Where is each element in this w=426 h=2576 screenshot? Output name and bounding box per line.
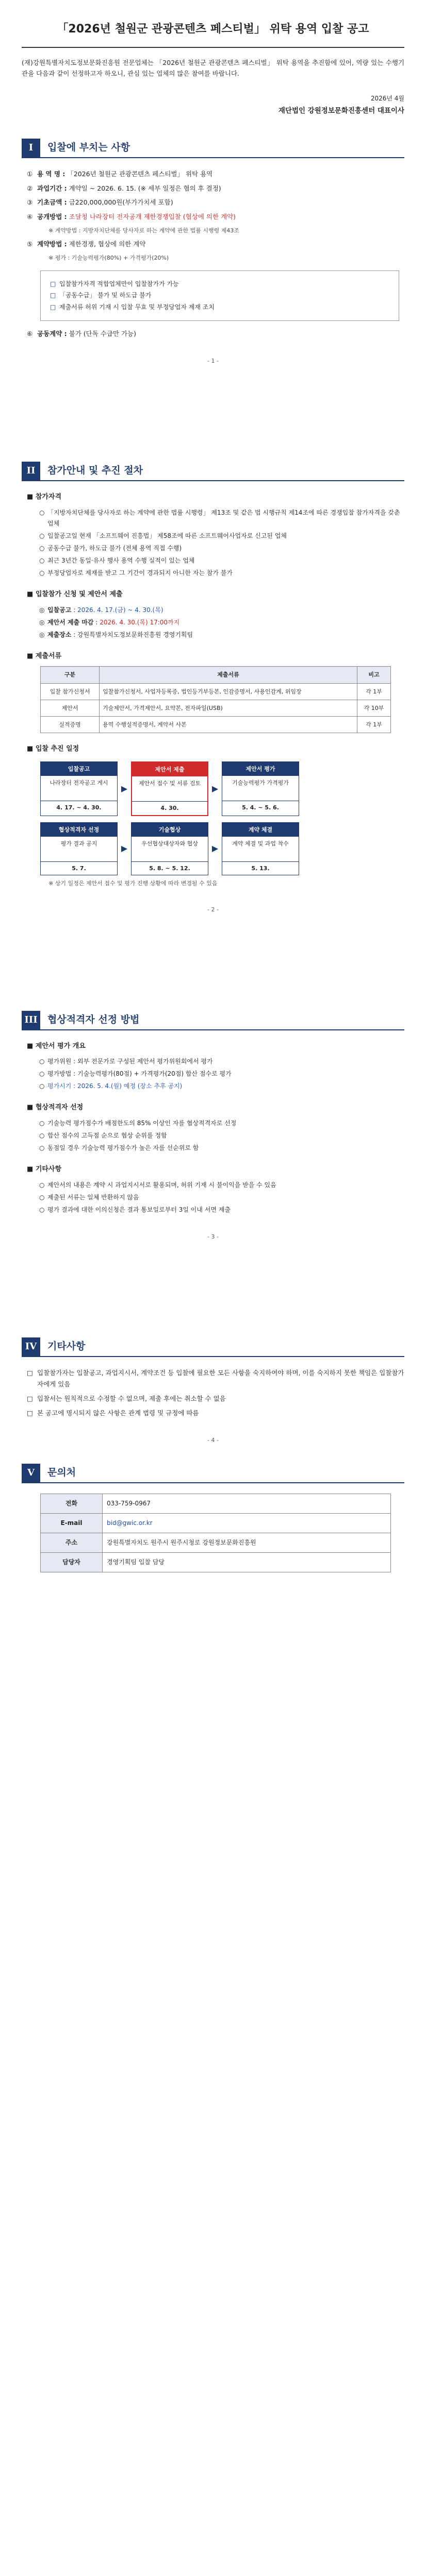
section-1-header [22, 139, 404, 158]
section-title: 입찰에 부치는 사항 [47, 142, 130, 154]
table-row: 실적증명 용역 수행실적증명서, 계약서 사본 각 1부 [41, 717, 391, 733]
list-item: □ 입찰서는 원칙적으로 수정할 수 없으며, 제출 후에는 취소할 수 없음 [27, 1394, 226, 1402]
page-title: 「2026년 철원군 관광콘텐츠 페스티벌」 위탁 용역 입찰 공고 [22, 20, 404, 48]
subsection-title: ■ 참가자격 [27, 493, 62, 501]
list-item: ○ 제출된 서류는 일체 반환하지 않음 [39, 1193, 139, 1201]
section-2-header [22, 462, 404, 481]
flow-step: 계약 체결 계약 체결 및 과업 착수 5. 13. [222, 822, 299, 876]
process-flow-row-1 [40, 761, 399, 816]
notice-box: □ 입찰참가자격 적합업체만이 입찰참가가 가능 □ 「공동수급」 불가 및 하도급 불가 □ 제출서류 허위 기재 시 입찰 무효 및 부정당업자 제재 조치 [40, 270, 399, 321]
subsection-title: ■ 입찰 추진 일정 [27, 745, 79, 753]
subsection-title: ■ 기타사항 [27, 1165, 62, 1174]
section-title: 참가안내 및 추진 절차 [47, 465, 143, 477]
list-item: □ 입찰참가자는 입찰공고, 과업지시서, 계약조건 등 입찰에 필요한 모든 사항을 숙지하여야 하며, 이를 숙지하지 못한 책임은 입찰참가자에게 있음 [27, 1369, 404, 1388]
process-flow-row-2 [40, 822, 399, 876]
list-item: ○ 평가방법 : 기술능력평가(80점) + 가격평가(20점) 합산 점수로 평가 [39, 1070, 232, 1078]
section-title: 문의처 [47, 1467, 76, 1479]
note-text: ※ 평가 : 기술능력평가(80%) + 가격평가(20%) [48, 255, 169, 262]
list-item: ○ 평가시기 : 2026. 5. 4.(월) 예정 (장소 추후 공지) [39, 1082, 183, 1090]
email-link[interactable]: bid@gwic.or.kr [103, 1513, 391, 1533]
list-item: ○ 기술능력 평가점수가 배점한도의 85% 이상인 자를 협상적격자로 선정 [39, 1120, 237, 1127]
list-item: ○ 입찰공고일 현재 「소프트웨어 진흥법」 제58조에 따른 소프트웨어사업자로 신고된 업체 [39, 532, 287, 539]
table-row: E-mail bid@gwic.or.kr [41, 1513, 391, 1533]
schedule-item: ◎ 입찰공고 : 2026. 4. 17.(금) ~ 4. 30.(목) [39, 606, 163, 614]
section-number: III [22, 1011, 40, 1029]
page-number: - 3 - [22, 1232, 404, 1242]
arrow-right-icon: ▶ [211, 783, 219, 793]
flow-step: 제안서 평가 기술능력평가 가격평가 5. 4. ~ 5. 6. [222, 761, 299, 816]
flow-step: 제안서 제출 제안서 접수 및 서류 검토 4. 30. [131, 761, 208, 816]
subsection-title: ■ 제출서류 [27, 652, 62, 660]
list-item: ○ 평가 결과에 대한 이의신청은 결과 통보일로부터 3일 이내 서면 제출 [39, 1206, 231, 1213]
section-number: IV [22, 1337, 40, 1356]
list-item: ○ 합산 점수의 고득점 순으로 협상 순위를 정함 [39, 1132, 167, 1140]
list-item: □ 본 공고에 명시되지 않은 사항은 관계 법령 및 규정에 따름 [27, 1409, 199, 1417]
list-item: ○ 부정당업자로 제재를 받고 그 기간이 경과되지 아니한 자는 참가 불가 [39, 569, 233, 577]
list-item: ② 과업기간 : 계약일 ~ 2026. 6. 15. (※ 세부 일정은 협의 후 결정) [27, 184, 221, 192]
section-4-header [22, 1337, 404, 1357]
flow-step: 협상적격자 선정 평가 결과 공지 5. 7. [40, 822, 118, 876]
signature-block [22, 93, 404, 117]
section-3-header [22, 1011, 404, 1030]
flow-step: 기술협상 우선협상대상자와 협상 5. 8. ~ 5. 12. [131, 822, 208, 876]
table-header: 구분 [41, 667, 100, 683]
section-title: 기타사항 [47, 1341, 86, 1352]
table-row: 담당자 경영기획팀 입찰 담당 [41, 1552, 391, 1572]
list-item: ⑤ 계약방법 : 제한경쟁, 협상에 의한 계약 [27, 240, 146, 248]
section-number: V [22, 1464, 40, 1482]
table-header: 제출서류 [100, 667, 357, 683]
list-item: ④ 공개방법 : 조달청 나라장터 전자공개 제한경쟁입찰 (협상에 의한 계약) [27, 213, 236, 221]
list-item: ⑥ 공동계약 : 불가 (단독 수급만 가능) [27, 329, 136, 337]
intro-paragraph: (재)강원특별자치도정보문화진흥원 전문업체는 「2026년 철원군 관광콘텐츠 페스티벌」 위탁 용역을 추진함에 있어, 역량 있는 수행기관을 다음과 같이 선정하고자 하오니, 관심 있는 업체의 많은 참여를 바랍니다. [22, 58, 404, 78]
section-5-header [22, 1464, 404, 1483]
list-item: ① 용 역 명 : 「2026년 철원군 관광콘텐츠 페스티벌」 위탁 용역 [27, 170, 213, 178]
table-row: 제안서 기술제안서, 가격제안서, 요약본, 전자파일(USB) 각 10부 [41, 700, 391, 716]
issuing-org: 재단법인 강원정보문화진흥센터 대표이사 [278, 107, 404, 115]
list-item: ○ 공동수급 불가, 하도급 불가 (전체 용역 직접 수행) [39, 544, 182, 552]
schedule-item: ◎ 제안서 제출 마감 : 2026. 4. 30.(목) 17:00까지 [39, 618, 180, 626]
table-row: 전화 033-759-0967 [41, 1494, 391, 1513]
list-item: ③ 기초금액 : 금220,000,000원(부가가치세 포함) [27, 198, 173, 207]
list-item: ○ 「지방자치단체를 당사자로 하는 계약에 관한 법률 시행령」 제13조 및 같은 법 시행규칙 제14조에 따른 경쟁입찰 참가자격을 갖춘 업체 [39, 509, 400, 527]
page-number: - 1 - [22, 356, 404, 366]
list-item: ○ 제안서의 내용은 계약 시 과업지시서로 활용되며, 허위 기재 시 불이익을 받을 수 있음 [39, 1181, 276, 1189]
subsection-title: ■ 제안서 평가 개요 [27, 1042, 86, 1050]
contact-table [40, 1494, 391, 1572]
arrow-right-icon: ▶ [121, 843, 128, 854]
section-title: 협상적격자 선정 방법 [47, 1013, 140, 1025]
section-1-items [22, 168, 404, 340]
arrow-right-icon: ▶ [121, 783, 128, 793]
list-item: ○ 동점일 경우 기술능력 평가점수가 높은 자를 선순위로 함 [39, 1144, 199, 1152]
notice-date: 2026년 4월 [370, 95, 404, 103]
page-number: - 4 - [22, 1435, 404, 1445]
list-item: ○ 평가위원 : 외부 전문가로 구성된 제안서 평가위원회에서 평가 [39, 1058, 213, 1065]
documents-table [40, 666, 391, 733]
subsection-title: ■ 입찰참가 신청 및 제안서 제출 [27, 590, 123, 598]
section-number: I [22, 139, 40, 157]
page-number: - 2 - [22, 905, 404, 914]
subsection-title: ■ 협상적격자 선정 [27, 1104, 84, 1112]
schedule-item: ◎ 제출장소 : 강원특별자치도정보문화진흥원 경영기획팀 [39, 631, 193, 638]
flow-step: 입찰공고 나라장터 전자공고 게시 4. 17. ~ 4. 30. [40, 761, 118, 816]
table-header: 비고 [357, 667, 391, 683]
section-number: II [22, 462, 40, 480]
list-item: ○ 최근 3년간 동일·유사 행사 용역 수행 실적이 있는 업체 [39, 556, 195, 564]
table-row: 입찰 참가신청서 입찰참가신청서, 사업자등록증, 법인등기부등본, 인감증명서, 사용인감계, 위임장 각 1부 [41, 683, 391, 700]
note-text: ※ 계약방법 : 지방자치단체를 당사자로 하는 계약에 관한 법률 시행령 제43조 [48, 227, 240, 234]
note-text: ※ 상기 일정은 제안서 접수 및 평가 진행 상황에 따라 변경될 수 있음 [48, 880, 218, 887]
arrow-right-icon: ▶ [211, 843, 219, 854]
table-row: 주소 강원특별자치도 원주시 원주시청로 강원정보문화진흥원 [41, 1533, 391, 1552]
